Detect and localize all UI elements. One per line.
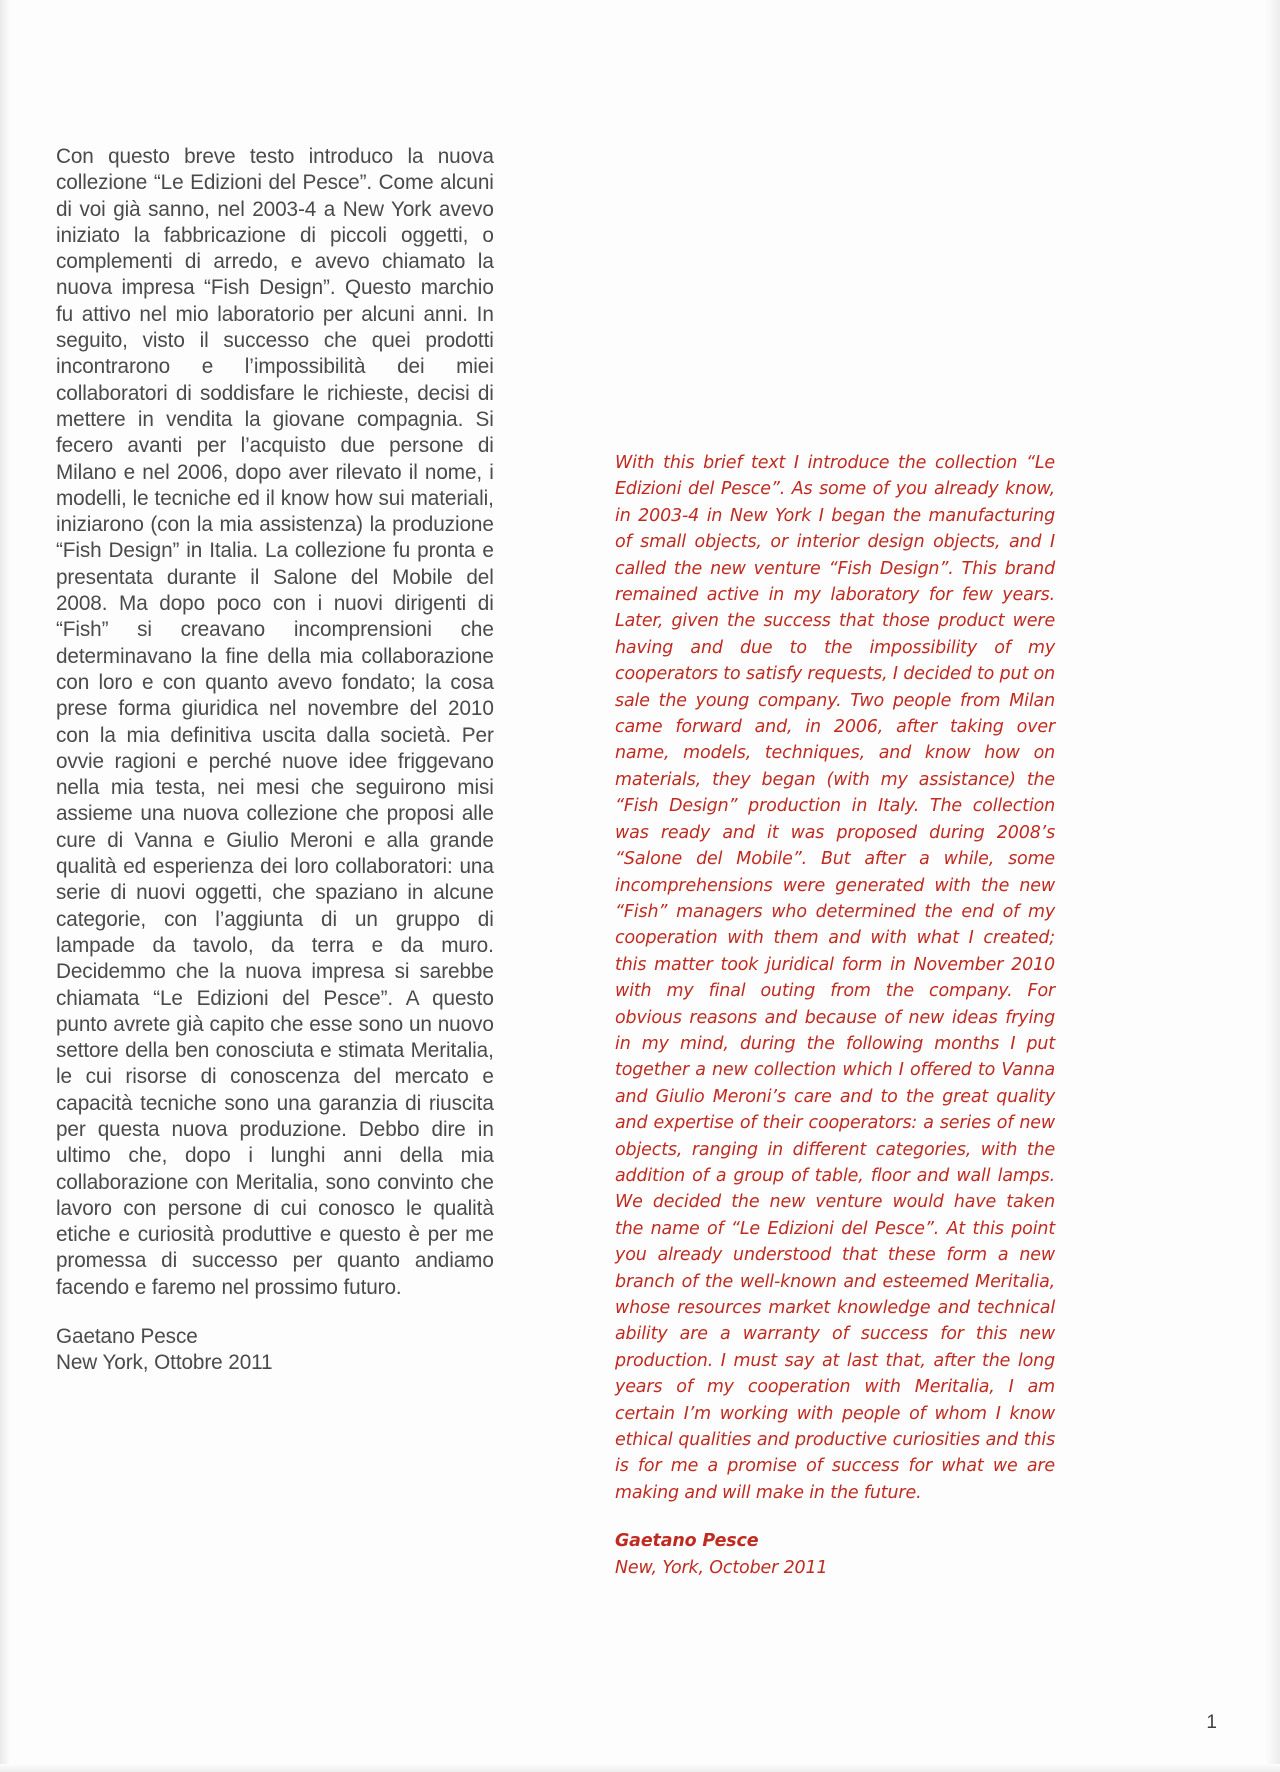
italian-signature-place: New York, Ottobre 2011: [56, 1349, 273, 1375]
page-number: 1: [1206, 1712, 1217, 1733]
italian-signature-name: Gaetano Pesce: [56, 1323, 198, 1349]
page-edge-shading-bottom: [0, 1764, 1280, 1772]
english-signature-place: New, York, October 2011: [615, 1556, 828, 1578]
page-edge-shading-left: [0, 0, 10, 1772]
italian-text-column: [56, 143, 512, 1376]
english-signature-name: Gaetano Pesce: [615, 1530, 759, 1552]
english-signature-block: [615, 1528, 1055, 1581]
italian-body-paragraph: Con questo breve testo introduco la nuova collezione “Le Edizioni del Pesce”. Come alcuni di voi già sanno, nel 2003-4 a New York avevo iniziato la fabbricazione di piccoli oggetti, o complementi di arredo, e avevo chiamato la nuova impresa “Fish Design”. Questo marchio fu attivo nel mio laboratorio per alcuni anni. In seguito, visto il successo che quei prodotti incontrarono e l’impossibilità dei miei collaboratori di soddisfare le richieste, decisi di mettere in vendita la giovane compagnia. Si fecero avanti per l’acquisto due persone di Milano e nel 2006, dopo aver rilevato il nome, i modelli, le tecniche ed il know how sui materiali, iniziarono (con la mia assistenza) la produzione “Fish Design” in Italia. La collezione fu pronta e presentata durante il Salone del Mobile del 2008. Ma dopo poco con i nuovi dirigenti di “Fish” si creavano incomprensioni che determinavano la fine della mia collaborazione con loro e con quanto avevo fondato; la cosa prese forma giuridica nel novembre del 2010 con la mia definitiva uscita dalla società. Per ovvie ragioni e perché nuove idee friggevano nella mia testa, nei mesi che seguirono misi assieme una nuova collezione che proposi alle cure di Vanna e Giulio Meroni e alla grande qualità ed esperienza dei loro collaboratori: una serie di nuovi oggetti, che spaziano in alcune categorie, con l’aggiunta di un gruppo di lampade da tavolo, da terra e da muro. Decidemmo che la nuova impresa si sarebbe chiamata “Le Edizioni del Pesce”. A questo punto avrete già capito che esse sono un nuovo settore della ben conosciuta e stimata Meritalia, le cui risorse di conoscenza del mercato e capacità tecniche sono una garanzia di riuscita per questa nuova produzione. Debbo dire in ultimo che, dopo i lunghi anni della mia collaborazione con Meritalia, sono convinto che lavoro con persone di cui conosco le qualità etiche e curiosità produttive e questo è per me promessa di successo per quanto andiamo facendo e faremo nel prossimo futuro.: [56, 143, 494, 1299]
italian-signature-block: [56, 1323, 494, 1376]
page-edge-shading-right: [1266, 0, 1280, 1772]
english-translation-column: [615, 450, 1071, 1581]
english-body-paragraph: With this brief text I introduce the collection “Le Edizioni del Pesce”. As some of you already know, in 2003-4 in New York I began the manufacturing of small objects, or interior design objects, and I called the new venture “Fish Design”. This brand remained active in my laboratory for few years. Later, given the success that those product were having and due to the impossibility of my cooperators to satisfy requests, I decided to put on sale the young company. Two people from Milan came forward and, in 2006, after taking over name, models, techniques, and know how on materials, they began (with my assistance) the “Fish Design” production in Italy. The collection was ready and it was proposed during 2008’s “Salone del Mobile”. But after a while, some incomprehensions were generated with the new “Fish” managers who determined the end of my cooperation with them and with what I created; this matter took juridical form in November 2010 with my final outing from the company. For obvious reasons and because of new ideas frying in my mind, during the following months I put together a new collection which I offered to Vanna and Giulio Meroni’s care and to the great quality and expertise of their cooperators: a series of new objects, ranging in different categories, with the addition of a group of table, floor and wall lamps. We decided the new venture would have taken the name of “Le Edizioni del Pesce”. At this point you already understood that these form a new branch of the well-known and esteemed Meritalia, whose resources market knowledge and technical ability are a warranty of success for this new production. I must say at last that, after the long years of my cooperation with Meritalia, I am certain I’m working with people of whom I know ethical qualities and productive curiosities and this is for me a promise of success for what we are making and will make in the future.: [615, 452, 1056, 1503]
